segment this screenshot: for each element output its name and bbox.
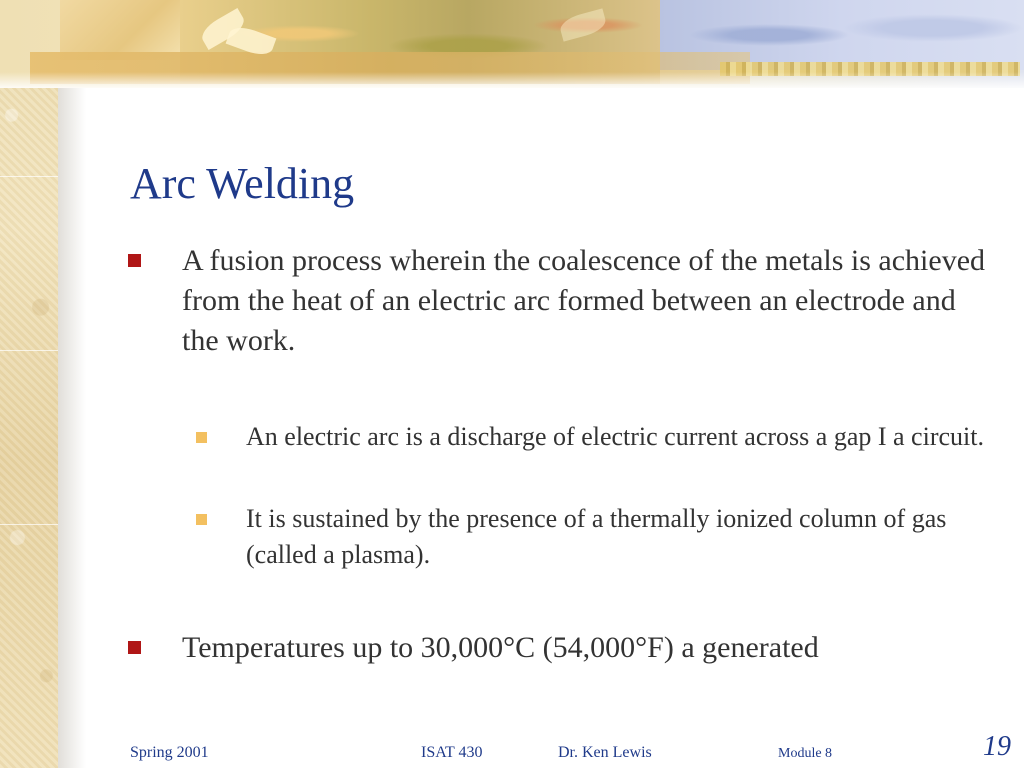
square-bullet-icon [128,641,141,654]
footer-module: Module 8 [778,746,833,761]
footer-course: ISAT 430 [421,744,483,761]
sub-bullet-text: It is sustained by the presence of a thermally ionized column of gas (called a plasma). [246,504,947,569]
bullet-text: A fusion process wherein the coalescence of the metals is achieved from the heat of an electric arc formed between an electrode and the work. [182,244,986,357]
left-decorative-strip [0,0,58,768]
strip-shadow [58,0,86,768]
bullet-text: Temperatures up to 30,000°C (54,000°F) a generated [182,631,819,664]
slide-title: Arc Welding [130,159,355,208]
square-sub-bullet-icon [196,514,207,525]
sub-bullet-item [196,501,986,573]
strip-seam [0,176,58,177]
top-decorative-banner [0,0,1024,88]
bullet-item [128,628,988,668]
bullet-item [128,241,988,361]
square-sub-bullet-icon [196,432,207,443]
strip-seam [0,350,58,351]
sub-bullet-text: An electric arc is a discharge of electric current across a gap I a circuit. [246,422,984,451]
strip-seam [0,524,58,525]
sub-bullet-item [196,419,986,455]
square-bullet-icon [128,254,141,267]
page-number: 19 [983,731,1011,762]
footer-term: Spring 2001 [130,744,209,761]
footer-instructor: Dr. Ken Lewis [558,744,652,761]
